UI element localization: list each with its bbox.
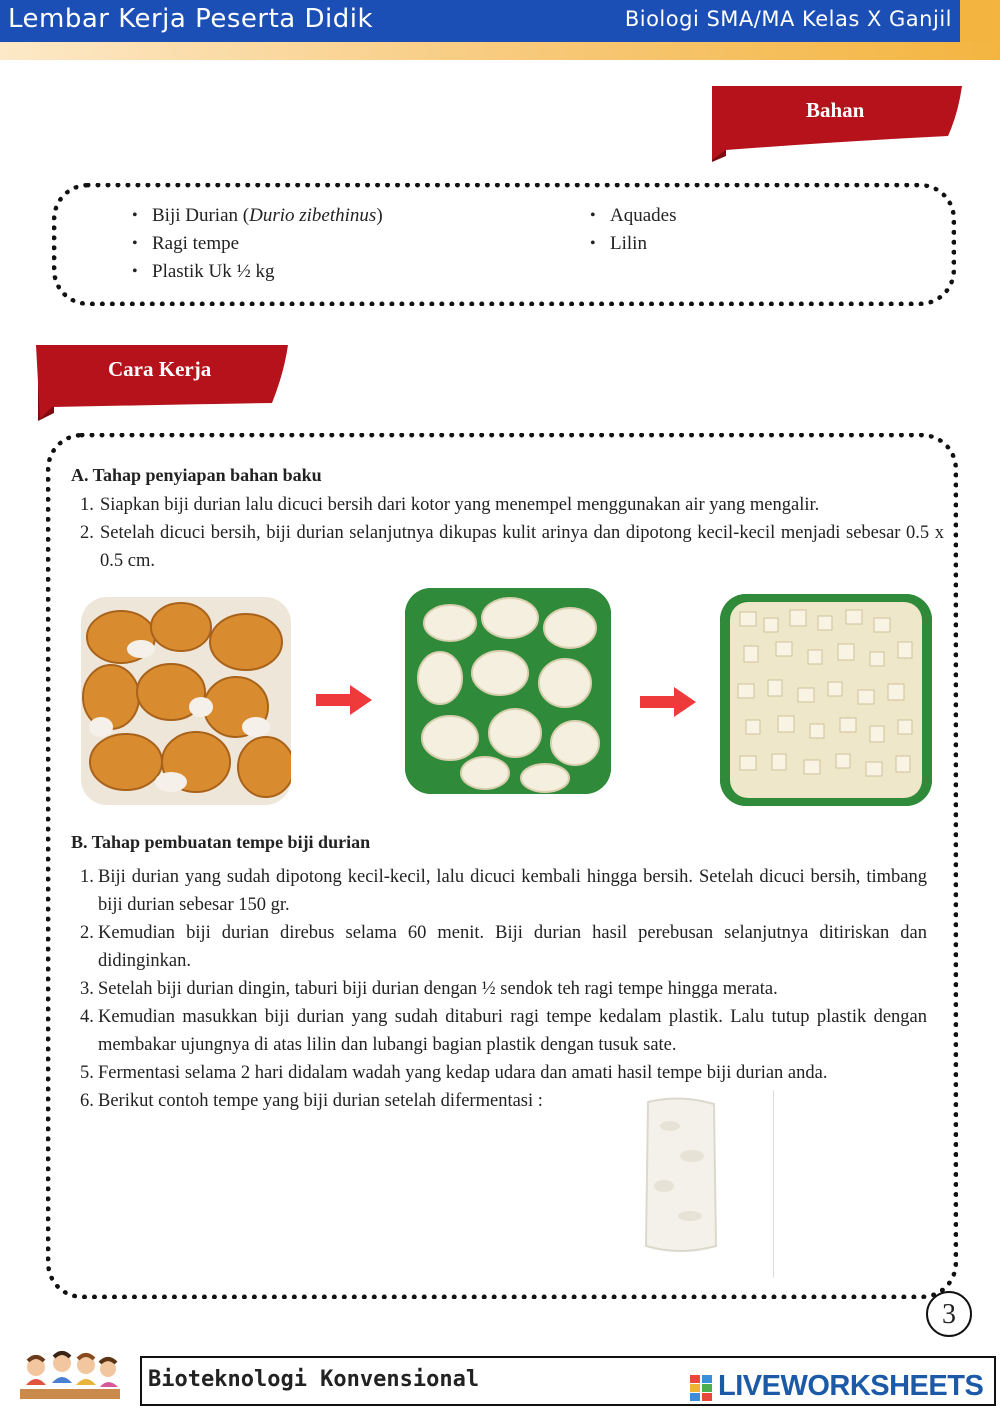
header-right-title: Biologi SMA/MA Kelas X Ganjil [624, 7, 952, 31]
list-item: 1. Siapkan biji durian lalu dicuci bersih dari kotor yang menempel menggunakan air yang mengalir. [80, 495, 820, 515]
liveworksheets-logo-icon [690, 1375, 714, 1401]
list-item: • Aquades [588, 202, 888, 230]
list-item: 2. Kemudian biji durian direbus selama 60 menit. Biji durian hasil perebusan selanjutnya ditiriskan dan didinginkan. [80, 923, 927, 971]
header-accent [960, 0, 1000, 42]
arrow-right-icon [638, 685, 698, 719]
cara-kerja-ribbon [34, 343, 290, 423]
list-item: 6. Berikut contoh tempe yang biji durian setelah difermentasi : [80, 1091, 543, 1111]
list-item: 5. Fermentasi selama 2 hari didalam wadah yang kedap udara dan amati hasil tempe biji durian anda. [80, 1063, 828, 1083]
list-item: • Biji Durian (Durio zibethinus) [130, 202, 550, 230]
bahan-list-left [130, 202, 550, 286]
list-item: • Ragi tempe [130, 230, 550, 258]
photo-divider [773, 1090, 774, 1278]
page-number: 3 [926, 1291, 972, 1337]
students-illustration [14, 1349, 126, 1409]
header-stripe [0, 42, 1000, 60]
list-item: • Plastik Uk ½ kg [130, 258, 550, 286]
cara-kerja-title: Cara Kerja [108, 357, 212, 381]
list-item: 2. Setelah dicuci bersih, biji durian selanjutnya dikupas kulit arinya dan dipotong kecil-kecil menjadi sebesar 0.5 x 0.5 cm. [80, 523, 944, 571]
peeled-seeds-photo [405, 588, 611, 794]
arrow-right-icon [314, 683, 374, 717]
section-b-title: B. Tahap pembuatan tempe biji durian [71, 832, 371, 852]
liveworksheets-brand[interactable]: LIVEWORKSHEETS [718, 1370, 984, 1402]
list-item: 1. Biji durian yang sudah dipotong kecil-kecil, lalu dicuci kembali hingga bersih. Setelah dicuci bersih, timbang biji durian sebesar 150 gr. [80, 867, 927, 915]
tempe-photo [640, 1096, 720, 1256]
bahan-list-right [588, 202, 888, 258]
section-b-steps [80, 863, 927, 1115]
list-item: 4. Kemudian masukkan biji durian yang sudah ditaburi ragi tempe kedalam plastik. Lalu tutup plastik dengan membakar ujungnya di atas lilin dan lubangi bagian plastik dengan tusuk sate. [80, 1007, 927, 1055]
list-item: • Lilin [588, 230, 888, 258]
footer-title: Bioteknologi Konvensional [148, 1367, 480, 1392]
list-item: 3. Setelah biji durian dingin, taburi biji durian dengan ½ sendok teh ragi tempe hingga merata. [80, 979, 778, 999]
bahan-ribbon [710, 84, 966, 166]
header-left-title: Lembar Kerja Peserta Didik [8, 4, 374, 34]
section-a-steps [80, 491, 944, 575]
durian-seeds-photo [81, 597, 291, 805]
bahan-title: Bahan [806, 98, 865, 122]
diced-seeds-photo [720, 594, 932, 806]
section-a-title: A. Tahap penyiapan bahan baku [71, 465, 322, 485]
